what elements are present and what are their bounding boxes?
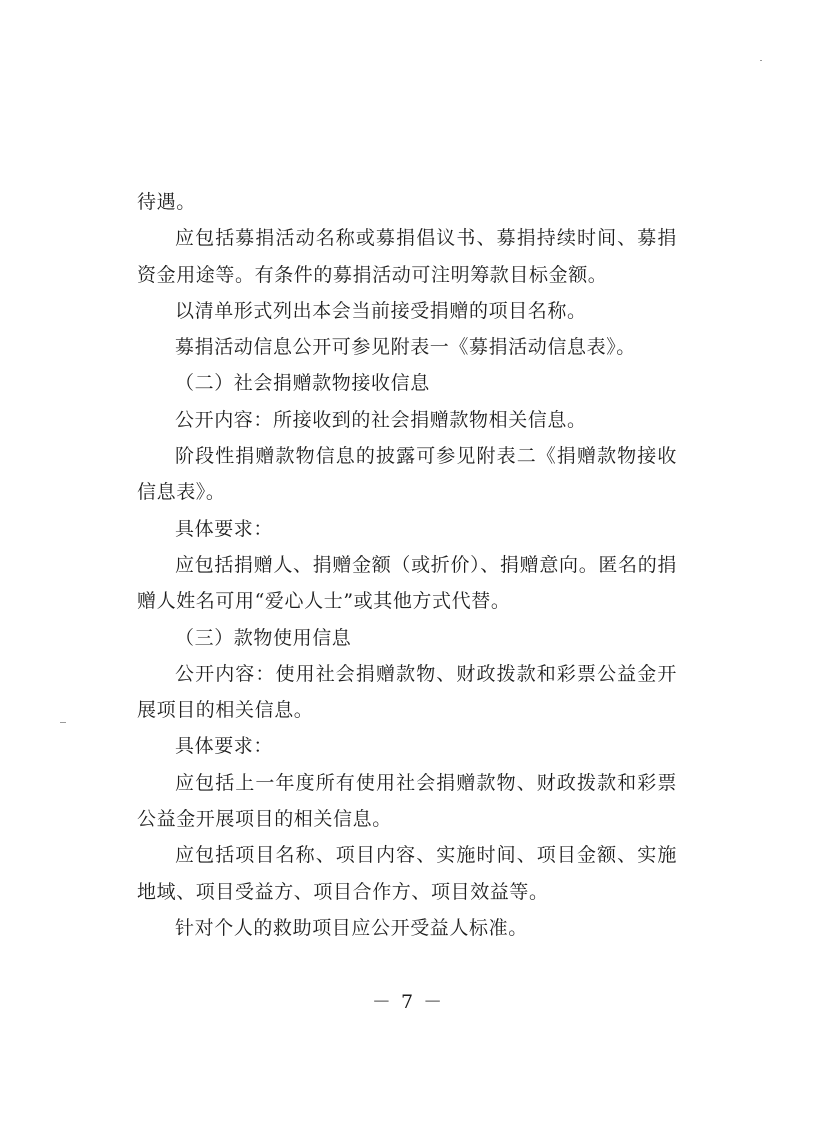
text-line: 资金用途等。有条件的募捐活动可注明筹款目标金额。 bbox=[137, 263, 608, 286]
text-line: （三）款物使用信息 bbox=[175, 626, 352, 649]
text-line: 具体要求： bbox=[175, 735, 274, 758]
text-line: 阶段性捐赠款物信息的披露可参见附表二《捐赠款物接收 bbox=[175, 445, 677, 468]
page-number: － 7 － bbox=[371, 991, 445, 1013]
text-line: 具体要求： bbox=[175, 517, 274, 540]
text-line: 应包括上一年度所有使用社会捐赠款物、财政拨款和彩票 bbox=[175, 771, 677, 794]
text-line: 公益金开展项目的相关信息。 bbox=[137, 808, 392, 831]
text-line: 信息表》。 bbox=[137, 481, 226, 504]
text-line: 应包括项目名称、项目内容、实施时间、项目金额、实施 bbox=[175, 844, 677, 867]
text-line: 应包括募捐活动名称或募捐倡议书、募捐持续时间、募捐 bbox=[175, 227, 677, 250]
text-line: 地域、项目受益方、项目合作方、项目效益等。 bbox=[137, 880, 549, 903]
text-line: 公开内容：所接收到的社会捐赠款物相关信息。 bbox=[175, 408, 587, 431]
text-line: 针对个人的救助项目应公开受益人标准。 bbox=[175, 916, 528, 939]
document-body bbox=[137, 184, 677, 946]
text-line: 募捐活动信息公开可参见附表一《募捐活动信息表》。 bbox=[175, 336, 636, 359]
text-line: 应包括捐赠人、捐赠金额（或折价）、捐赠意向。匿名的捐 bbox=[175, 553, 677, 576]
text-line: 以清单形式列出本会当前接受捐赠的项目名称。 bbox=[175, 299, 587, 322]
text-line: 待遇。 bbox=[137, 191, 196, 213]
text-line: （二）社会捐赠款物接收信息 bbox=[175, 372, 430, 395]
text-line: 展项目的相关信息。 bbox=[137, 699, 314, 722]
text-line: 公开内容：使用社会捐赠款物、财政拨款和彩票公益金开 bbox=[175, 662, 677, 685]
scan-artifact-mark bbox=[760, 60, 762, 61]
text-line: 赠人姓名可用“爱心人士”或其他方式代替。 bbox=[137, 590, 511, 613]
scan-artifact-mark bbox=[60, 722, 66, 723]
